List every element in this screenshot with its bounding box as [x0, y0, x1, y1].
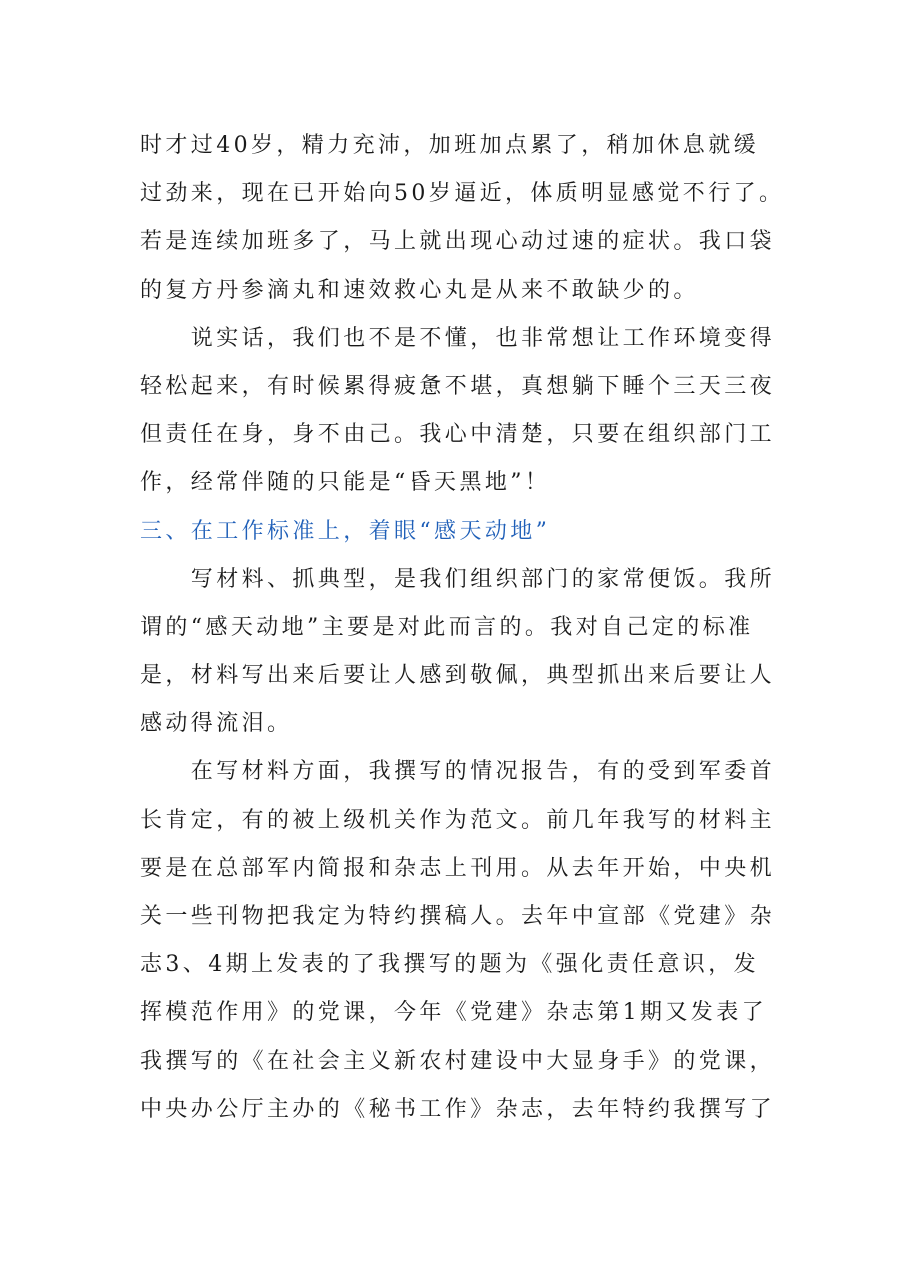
text-line: 是，材料写出来后要让人感到敬佩，典型抓出来后要让人 — [140, 663, 776, 689]
text-line: 感动得流泪。 — [140, 711, 293, 737]
text-line: 但责任在身，身不由己。我心中清楚，只要在组织部门工 — [140, 422, 776, 448]
text-line: 轻松起来，有时候累得疲惫不堪，真想躺下睡个三天三夜 — [140, 373, 776, 399]
paragraph-start-line: 在写材料方面，我撰写的情况报告，有的受到军委首 — [140, 759, 776, 785]
text-line: 长肯定，有的被上级机关作为范文。前几年我写的材料主 — [140, 807, 776, 833]
text-line: 若是连续加班多了，马上就出现心动过速的症状。我口袋 — [140, 229, 776, 255]
text-line: 过劲来，现在已开始向50岁逼近，体质明显感觉不行了。 — [140, 181, 785, 207]
section-heading: 三、在工作标准上，着眼“感天动地” — [140, 518, 551, 544]
body-text — [140, 122, 800, 1134]
text-line: 作，经常伴随的只能是“昏天黑地”！ — [140, 470, 551, 496]
text-line: 志3、4期上发表的了我撰写的题为《强化责任意识，发 — [140, 952, 759, 978]
text-line: 时才过40岁，精力充沛，加班加点累了，稍加休息就缓 — [140, 133, 759, 158]
text-line: 中央办公厅主办的《秘书工作》杂志，去年特约我撰写了 — [140, 1096, 776, 1122]
text-line: 要是在总部军内简报和杂志上刊用。从去年开始，中央机 — [140, 855, 776, 881]
paragraph-start-line: 说实话，我们也不是不懂，也非常想让工作环境变得 — [140, 325, 776, 351]
text-line: 关一些刊物把我定为特约撰稿人。去年中宣部《党建》杂 — [140, 904, 776, 929]
paragraph-start-line: 写材料、抓典型，是我们组织部门的家常便饭。我所 — [140, 566, 776, 592]
text-line: 我撰写的《在社会主义新农村建设中大显身手》的党课， — [140, 1048, 776, 1074]
text-line: 的复方丹参滴丸和速效救心丸是从来不敢缺少的。 — [140, 277, 699, 303]
text-line: 谓的“感天动地”主要是对此而言的。我对自己定的标准 — [140, 614, 754, 640]
text-line: 挥模范作用》的党课，今年《党建》杂志第1期又发表了 — [140, 1000, 767, 1026]
